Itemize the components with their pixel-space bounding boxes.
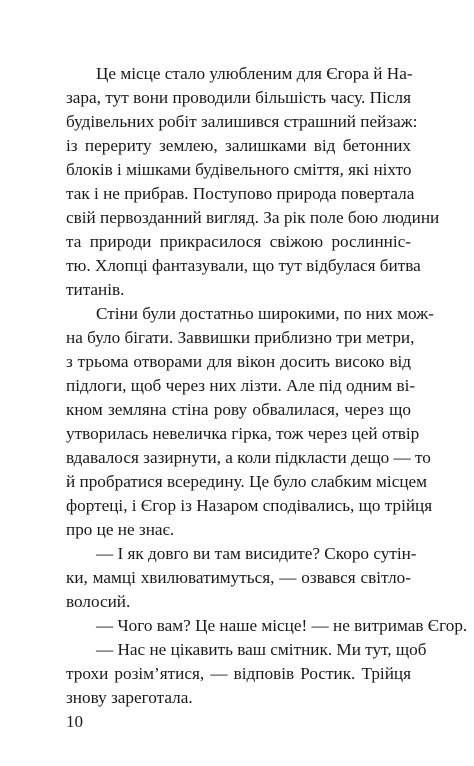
text-line: будівельних робіт залишився страшний пейзаж: bbox=[66, 112, 418, 131]
text-line: титанів. bbox=[66, 280, 125, 299]
text-line: Це місце стало улюбленим для Єгора й На- bbox=[96, 64, 413, 83]
text-line: й пробратися всередину. Це було слабким місцем bbox=[66, 472, 428, 491]
text-line: — Чого вам? Це наше місце! — не витримав Єгор. bbox=[96, 616, 468, 635]
text-line: зара, тут вони проводили більшість часу. Після bbox=[66, 88, 411, 107]
text-line: — Нас не цікавить ваш смітник. Ми тут, щоб bbox=[96, 640, 427, 659]
text-line: Стіни були достатньо широкими, по них мож- bbox=[96, 304, 434, 323]
text-line: волосий. bbox=[66, 592, 131, 611]
text-line: про це не знає. bbox=[66, 520, 175, 539]
text-line: на було бігати. Заввишки приблизно три метри, bbox=[66, 328, 415, 347]
text-line: та природи прикрасилося свіжою рослинніс- bbox=[66, 232, 411, 251]
text-line: фортеці, і Єгор із Назаром сподівались, що трійця bbox=[66, 496, 433, 515]
text-line: підлоги, щоб через них лізти. Але під одним ві- bbox=[66, 376, 416, 395]
text-line: ки, мамці хвилюватимуться, — озвався світло- bbox=[66, 568, 411, 587]
text-line: — І як довго ви там висидите? Скоро сутін- bbox=[96, 544, 417, 563]
text-line: так і не прибрав. Поступово природа повертала bbox=[66, 184, 415, 203]
text-line: із перериту землею, залишками від бетонних bbox=[66, 136, 411, 155]
text-line: кном земляна стіна рову обвалилася, через що bbox=[66, 400, 411, 419]
page-number: 10 bbox=[66, 712, 83, 731]
text-line: з трьома отворами для вікон досить високо від bbox=[66, 352, 411, 371]
text-line: блоків і мішками будівельного сміття, які ніхто bbox=[66, 160, 412, 179]
text-line: вдавалося зазирнути, а коли підкласти дещо — то bbox=[66, 448, 431, 467]
text-line: трохи розім’ятися, — відповів Ростик. Трійця bbox=[66, 664, 411, 683]
text-line: свій первозданний вигляд. За рік поле бою людини bbox=[66, 208, 440, 227]
text-line: тю. Хлопці фантазували, що тут відбулася битва bbox=[66, 256, 421, 275]
text-line: знову зареготала. bbox=[66, 688, 193, 707]
text-line: утворилась невеличка гірка, тож через цей отвір bbox=[66, 424, 420, 443]
